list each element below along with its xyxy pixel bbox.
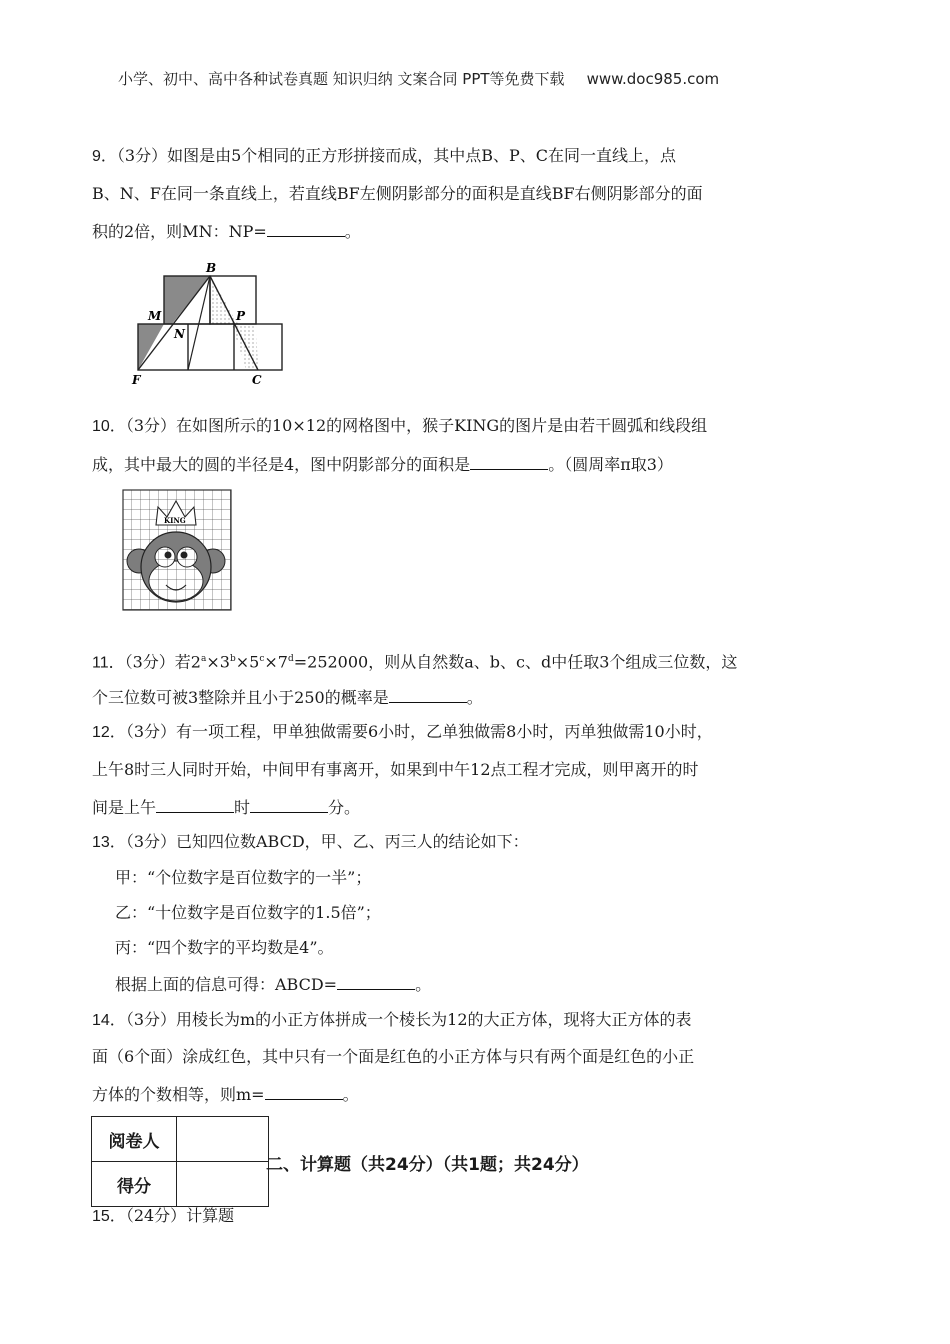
q9-line-2: B、N、F在同一条直线上，若直线BF左侧阴影部分的面积是直线BF右侧阴影部分的面: [92, 184, 703, 203]
shaded-region-left-top: [164, 276, 210, 324]
q13-conclusion: 根据上面的信息可得：ABCD= 。: [115, 975, 432, 994]
label-f: F: [132, 373, 141, 387]
label-n: N: [174, 327, 185, 341]
answer-blank: [265, 1084, 343, 1100]
score-table: [91, 1116, 269, 1207]
answer-blank: [389, 687, 467, 703]
q9-line-1: 9．（3分）如图是由5个相同的正方形拼接而成，其中点B、P、C在同一直线上，点: [92, 146, 677, 165]
figure-9-squares: [128, 258, 288, 388]
header-text: 小学、初中、高中各种试卷真题 知识归纳 文案合同 PPT等免费下载: [118, 70, 565, 88]
q15-line-1: 15．（24分）计算题: [92, 1206, 235, 1225]
answer-blank: [337, 974, 415, 990]
q10-line-2: 成，其中最大的圆的半径是4，图中阴影部分的面积是 。（圆周率π取3）: [92, 455, 673, 474]
q14-line-2: 面（6个面）涂成红色，其中只有一个面是红色的小正方体与只有两个面是红色的小正: [92, 1047, 695, 1066]
q11-line-1: 11．（3分）若$2^a\times 3^b\times 5^c\times 7^d=252000$，则从自然数a、b、c、d中任取3个组成三位数，这: [92, 652, 738, 672]
reviewer-field: [177, 1117, 269, 1162]
figure-10-monkey-grid: [122, 489, 232, 613]
q12-line-1: 12．（3分）有一项工程，甲单独做需要6小时，乙单独做需8小时，丙单独做需10小时，: [92, 722, 713, 741]
label-p: P: [236, 309, 246, 323]
q13-statement-jia: 甲：“个位数字是百位数字的一半”；: [115, 868, 372, 887]
reviewer-label: 阅卷人: [92, 1117, 177, 1162]
label-b: B: [206, 261, 217, 275]
q13-line-1: 13．（3分）已知四位数ABCD，甲、乙、丙三人的结论如下：: [92, 832, 529, 851]
q14-line-1: 14．（3分）用棱长为m的小正方体拼成一个棱长为12的大正方体，现将大正方体的表: [92, 1010, 692, 1029]
label-c: C: [252, 373, 262, 387]
q10-line-1: 10．（3分）在如图所示的10×12的网格图中，猴子KING的图片是由若干圆弧和线段组: [92, 416, 708, 435]
label-m: M: [148, 309, 162, 323]
shaded-region-left-bottom: [138, 324, 164, 370]
page-header: [118, 68, 719, 89]
q13-statement-bing: 丙：“四个数字的平均数是4”。: [115, 938, 334, 957]
crown-label: KING: [164, 516, 186, 525]
section-title: 二、计算题（共24分）（共1题；共24分）: [266, 1155, 589, 1175]
answer-blank: [156, 797, 234, 813]
header-url[interactable]: www.doc985.com: [586, 70, 720, 88]
q9-line-3: 积的2倍，则MN：NP= 。: [92, 222, 361, 241]
q11-line-2: 个三位数可被3整除并且小于250的概率是 。: [92, 688, 483, 707]
answer-blank: [267, 221, 345, 237]
q13-statement-yi: 乙：“十位数字是百位数字的1.5倍”；: [115, 903, 381, 922]
q12-line-2: 上午8时三人同时开始，中间甲有事离开，如果到中午12点工程才完成，则甲离开的时: [92, 760, 699, 779]
score-label: 得分: [92, 1162, 177, 1207]
score-field: [177, 1162, 269, 1207]
answer-blank: [470, 454, 548, 470]
answer-blank: [250, 797, 328, 813]
q12-line-3: 间是上午 时 分。: [92, 798, 361, 817]
q14-line-3: 方体的个数相等，则m= 。: [92, 1085, 359, 1104]
